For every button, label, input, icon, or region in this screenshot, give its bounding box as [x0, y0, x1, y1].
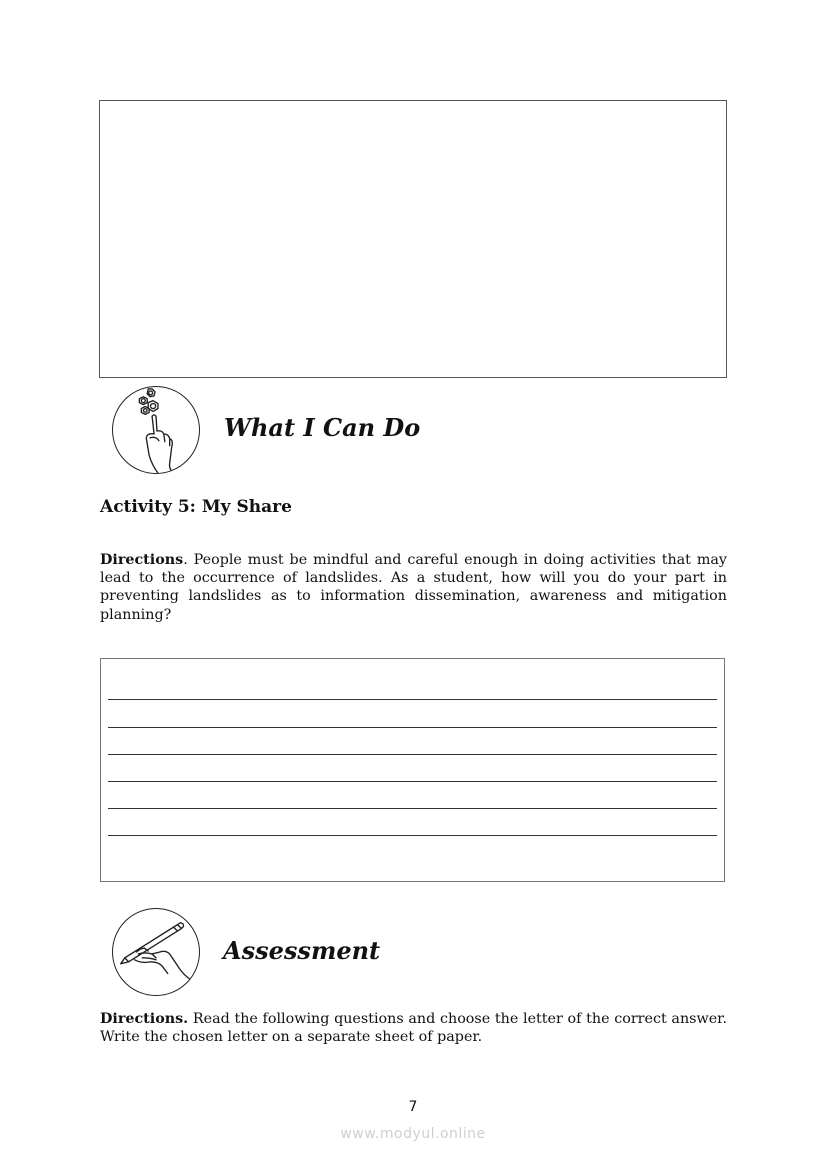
gears-pointing-hand-icon: [112, 386, 200, 474]
blank-answer-box: [99, 100, 727, 378]
hand-writing-pencil-icon: [112, 908, 200, 996]
assessment-directions: [100, 1010, 727, 1046]
answer-line[interactable]: [108, 699, 717, 700]
answer-line[interactable]: [108, 781, 717, 782]
directions-text: Read the following questions and choose the letter of the correct answer. Write the chosen letter on a separate sheet of paper.: [100, 1011, 727, 1046]
directions-text: . People must be mindful and careful enough in doing activities that may lead to the occurrence of landslides. As a student, how will you do your part in preventing landslides as to information dissemination, awareness and mitigation planning?: [100, 552, 727, 623]
directions-label: Directions.: [100, 1011, 189, 1027]
watermark: www.modyul.online: [340, 1126, 486, 1142]
section-title-assessment: Assessment: [223, 936, 381, 965]
answer-line[interactable]: [108, 808, 717, 809]
answer-line[interactable]: [108, 754, 717, 755]
activity-title: Activity 5: My Share: [100, 497, 292, 517]
directions-label: Directions: [100, 552, 184, 568]
section-title-what-i-can-do: What I Can Do: [224, 413, 421, 442]
activity-directions: [100, 551, 727, 624]
answer-line[interactable]: [108, 727, 717, 728]
page-number: 7: [408, 1099, 418, 1115]
lined-answer-box: [100, 658, 725, 882]
answer-line[interactable]: [108, 835, 717, 836]
